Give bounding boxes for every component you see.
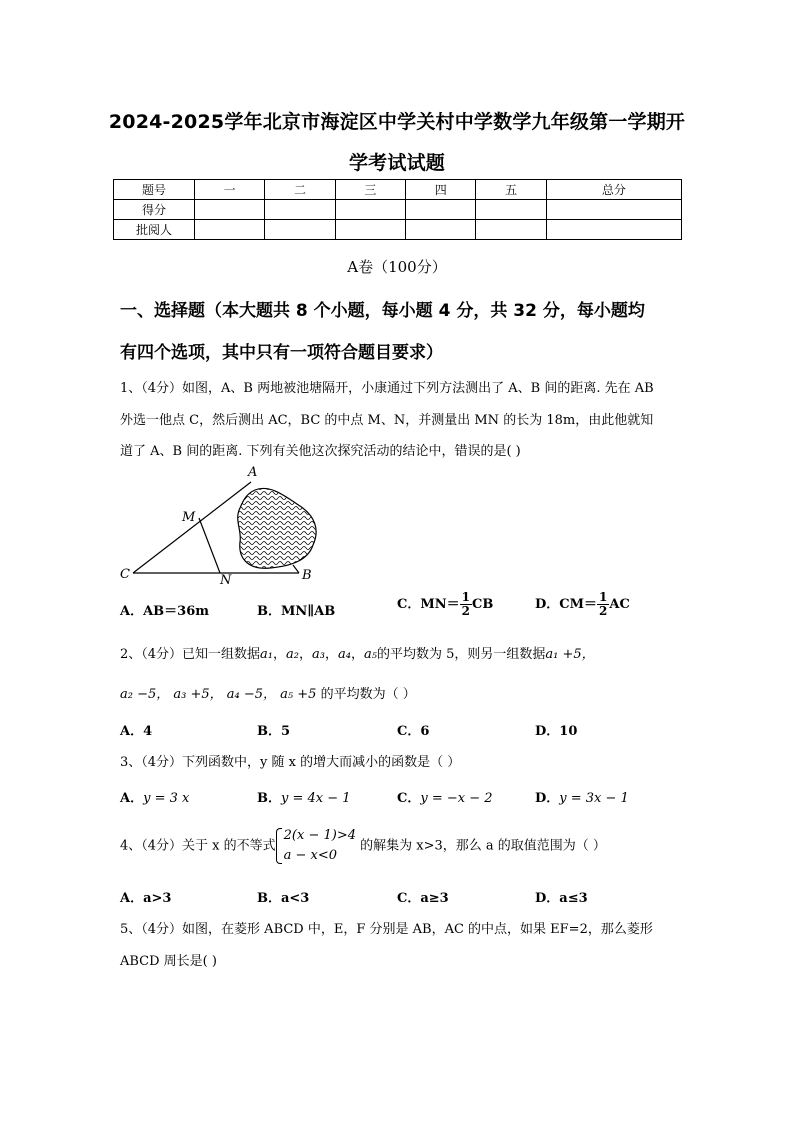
label-M: M bbox=[182, 510, 196, 525]
exam-title-line2: 学考试试题 bbox=[348, 152, 445, 174]
q4-suffix: 的解集为 x>3，那么 a 的取值范围为（ ） bbox=[360, 838, 606, 854]
q3-option-c-expr: y = −x − 2 bbox=[420, 791, 493, 806]
score-table-cell: 五 bbox=[476, 180, 546, 200]
line-AB-pond-edge bbox=[293, 565, 299, 573]
q1-line2: 外选一他点 C，然后测出 AC，BC 的中点 M、N，并测量出 MN 的长为 18m，由此他就知 bbox=[120, 413, 654, 428]
q1-option-b: B．MN∥AB bbox=[257, 604, 336, 619]
score-table-cell bbox=[476, 220, 546, 240]
q3-option-b bbox=[257, 787, 351, 806]
q2-var-a1: a₁ bbox=[260, 647, 274, 662]
q2-option-a: A．4 bbox=[120, 724, 153, 739]
q1-option-d bbox=[535, 591, 630, 618]
score-table-header-cell: 得分 bbox=[114, 200, 195, 220]
q4-inequality-system bbox=[276, 826, 356, 866]
score-table-cell bbox=[195, 220, 265, 240]
q1-option-c-suffix: CB bbox=[471, 597, 494, 612]
q3-text: 3、（4分）下列函数中，y 随 x 的增大而减小的函数是（ ） bbox=[120, 755, 461, 770]
part-label: A卷（100分） bbox=[347, 258, 447, 276]
q1-option-d-prefix: D．CM＝ bbox=[535, 597, 598, 612]
q4-option-c: C．a≥3 bbox=[397, 891, 449, 906]
q3-option-a-expr: y = 3 x bbox=[143, 791, 190, 806]
q2-option-d: D．10 bbox=[535, 724, 578, 739]
q5-line1: 5、（4分）如图，在菱形 ABCD 中，E，F 分别是 AB，AC 的中点，如果 EF=2，那么菱形 bbox=[120, 922, 653, 937]
exam-title-line1: 2024-2025学年北京市海淀区中学关村中学数学九年级第一学期开 bbox=[108, 111, 686, 133]
section-heading-line2: 有四个选项，其中只有一项符合题目要求） bbox=[120, 343, 443, 363]
score-table-cell bbox=[195, 200, 265, 220]
q4-option-d: D．a≤3 bbox=[535, 891, 588, 906]
q3-option-a-label: A． bbox=[120, 791, 144, 806]
q2-var-a2: a₂ bbox=[286, 647, 299, 662]
q4-inequality-1: 2(x − 1)>4 bbox=[283, 828, 356, 843]
q2-first-term: a₁ +5， bbox=[545, 647, 595, 662]
q2-terms: a₂ −5， a₃ +5， a₄ −5， a₅ +5 bbox=[120, 687, 317, 702]
score-table-cell bbox=[335, 200, 405, 220]
score-table-row bbox=[114, 220, 682, 240]
q5-line2: ABCD 周长是( ) bbox=[120, 954, 217, 969]
line-MN bbox=[199, 518, 220, 573]
fraction-half bbox=[460, 591, 472, 618]
score-table-row bbox=[114, 200, 682, 220]
score-table-cell bbox=[265, 220, 335, 240]
label-N: N bbox=[220, 573, 232, 588]
score-table-cell: 总分 bbox=[546, 180, 681, 200]
score-table-cell: 一 bbox=[195, 180, 265, 200]
q2-var-a3: a₃ bbox=[312, 647, 325, 662]
score-table bbox=[113, 179, 682, 240]
score-table-cell: 三 bbox=[335, 180, 405, 200]
q2-var-a4: a₄ bbox=[338, 647, 351, 662]
score-table-cell bbox=[406, 200, 476, 220]
q1-line3: 道了 A、B 间的距离. 下列有关他这次探究活动的结论中，错误的是( ) bbox=[120, 444, 521, 459]
q3-option-a bbox=[120, 787, 189, 806]
q1-option-c bbox=[397, 591, 493, 618]
q2-line1: 2、（4分）已知一组数据a₁，a₂，a₃，a₄，a₅的平均数为 5，则另一组数据a₁ +5， bbox=[120, 647, 595, 662]
score-table-cell bbox=[546, 200, 681, 220]
fraction-denominator: 2 bbox=[599, 604, 608, 618]
score-table-cell bbox=[335, 220, 405, 240]
q2-line2 bbox=[120, 683, 416, 702]
q3-option-b-label: B． bbox=[257, 791, 281, 806]
score-table-cell bbox=[546, 220, 681, 240]
section-heading-line1: 一、选择题（本大题共 8 个小题，每小题 4 分，共 32 分，每小题均 bbox=[120, 301, 645, 321]
score-table-cell bbox=[476, 200, 546, 220]
score-table-header-cell: 题号 bbox=[114, 180, 195, 200]
label-C: C bbox=[120, 567, 130, 582]
label-B: B bbox=[302, 568, 312, 583]
q4-prefix: 4、（4分）关于 x 的不等式 bbox=[120, 838, 276, 854]
q3-option-c-label: C． bbox=[397, 791, 421, 806]
q2-middle: 的平均数为 5，则另一组数据 bbox=[376, 647, 546, 662]
score-table-cell bbox=[406, 220, 476, 240]
q3-option-b-expr: y = 4x − 1 bbox=[281, 791, 351, 806]
q1-option-c-prefix: C．MN＝ bbox=[397, 597, 460, 612]
fraction-numerator: 1 bbox=[599, 590, 608, 604]
q4-line bbox=[120, 826, 606, 866]
q1-figure bbox=[110, 460, 330, 590]
score-table-header-cell: 批阅人 bbox=[114, 220, 195, 240]
score-table-cell bbox=[265, 200, 335, 220]
q1-option-d-suffix: AC bbox=[609, 597, 630, 612]
q3-option-d-label: D． bbox=[535, 791, 560, 806]
q2-var-a5: a₅ bbox=[363, 647, 377, 662]
q2-option-c: C．6 bbox=[397, 724, 430, 739]
score-table-row bbox=[114, 180, 682, 200]
q2-prefix: 2、（4分）已知一组数据 bbox=[120, 647, 261, 662]
q3-option-c bbox=[397, 787, 493, 806]
q1-option-a: A．AB＝36m bbox=[120, 604, 210, 619]
q1-line1: 1、（4分）如图，A、B 两地被池塘隔开，小康通过下列方法测出了 A、B 间的距离. 先在 AB bbox=[120, 381, 654, 396]
q2-option-b: B．5 bbox=[257, 724, 291, 739]
q2-suffix: 的平均数为（ ） bbox=[316, 687, 416, 702]
score-table-cell: 二 bbox=[265, 180, 335, 200]
q4-option-b: B．a<3 bbox=[257, 891, 310, 906]
q4-inequality-2: a − x<0 bbox=[283, 848, 338, 863]
q4-option-a: A．a>3 bbox=[120, 891, 172, 906]
q3-option-d bbox=[535, 787, 629, 806]
fraction-denominator: 2 bbox=[461, 604, 470, 618]
label-A: A bbox=[248, 465, 258, 480]
q3-option-d-expr: y = 3x − 1 bbox=[559, 791, 629, 806]
score-table-cell: 四 bbox=[406, 180, 476, 200]
line-CA bbox=[133, 482, 251, 573]
fraction-numerator: 1 bbox=[461, 590, 470, 604]
fraction-half bbox=[597, 591, 609, 618]
pond-shape bbox=[238, 488, 316, 568]
